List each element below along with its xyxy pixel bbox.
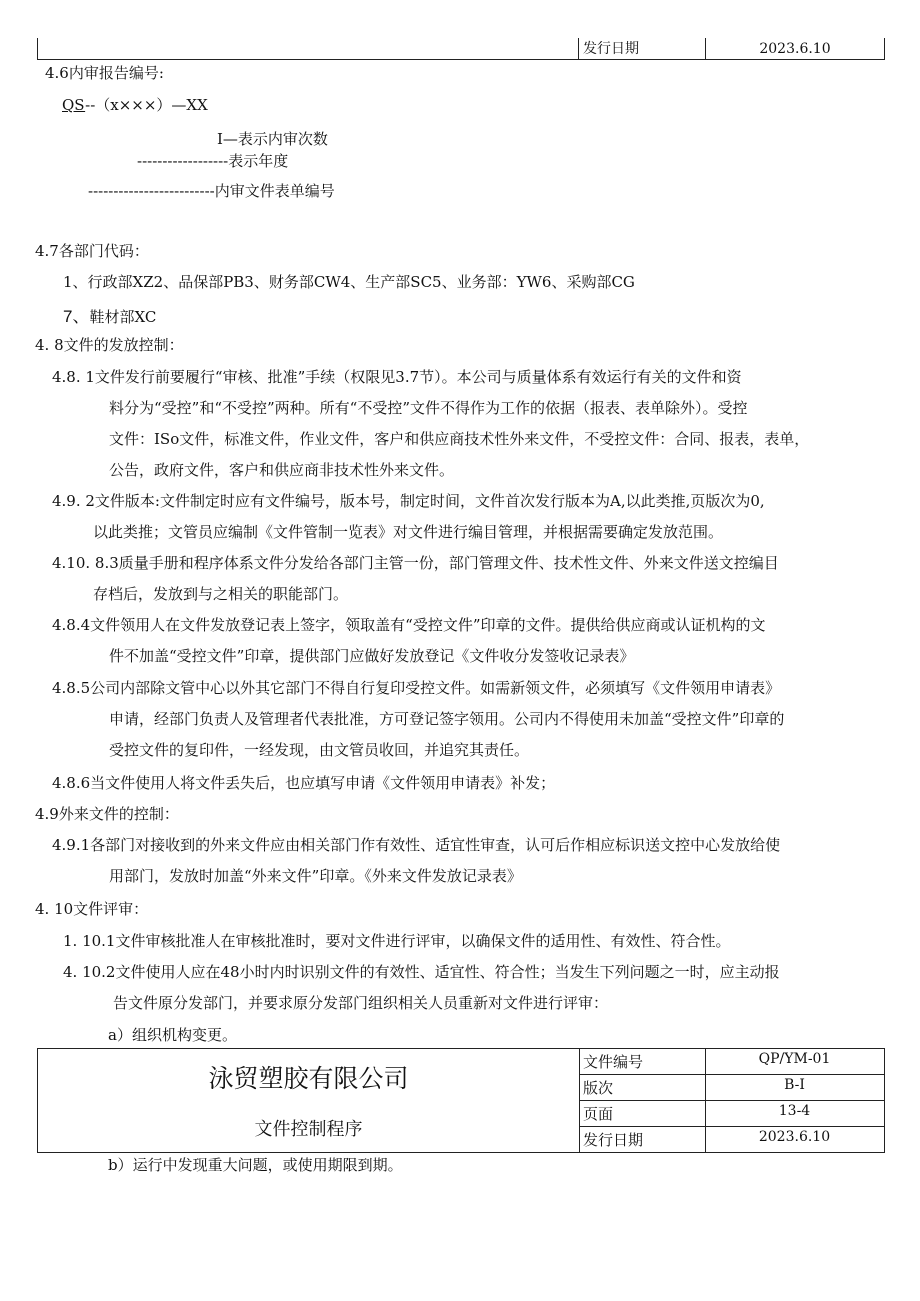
report-code-prefix: QS [62, 96, 86, 114]
paragraph-line: 受控文件的复印件，一经发现，由文管员收回，并追究其责任。 [109, 741, 530, 759]
header-row-label: 文件编号 [583, 1053, 644, 1071]
section-4-10-title: 4. 10文件评审： [35, 900, 149, 918]
paragraph-line: 申请，经部门负责人及管理者代表批准，方可登记签字领用。公司内不得使用未加盖“受控文件”印章的 [109, 710, 785, 728]
dept-codes-text: 鞋材部XC [89, 308, 157, 326]
header-row-doc-number [579, 1049, 884, 1074]
paragraph-line: 4.9.1各部门对接收到的外来文件应由相关部门作有效性、适宜性审查，认可后作相应标识送文控中心发放给使 [52, 836, 781, 854]
dept-codes-number: 7、 [63, 307, 90, 326]
header-row-value: 13-4 [778, 1103, 811, 1119]
paragraph-4-8-1 [52, 366, 810, 481]
paragraph-line: 4.10. 8.3质量手册和程序体系文件分发给各部门主管一份，部门管理文件、技术性文件、外来文件送文控编目 [52, 554, 779, 572]
header-row-value: B-I [784, 1077, 805, 1093]
header-row-label: 页面 [583, 1105, 614, 1123]
section-4-6-title: 4.6内审报告编号: [45, 64, 164, 82]
header-row-label: 发行日期 [583, 1131, 644, 1149]
paragraph-4-9-1 [52, 834, 780, 887]
document-header-table [37, 1048, 885, 1153]
cell-divider [578, 38, 579, 59]
paragraph-4-8-4 [52, 614, 766, 667]
dept-codes-line-2 [63, 302, 156, 327]
paragraph-line: 4.8.5公司内部除文管中心以外其它部门不得自行复印受控文件。如需新领文件，必须填写《文件领用申请表》 [52, 679, 781, 697]
code-legend-form-number: -------------------------内审文件表单编号 [88, 182, 335, 200]
paragraph-4-9-2 [52, 490, 765, 543]
paragraph-line: 存档后，发放到与之相关的职能部门。 [93, 585, 349, 603]
issue-date-value: 2023.6.10 [759, 41, 831, 57]
paragraph-line: 用部门，发放时加盖“外来文件”印章。《外来文件发放记录表》 [109, 867, 522, 885]
issue-date-label: 发行日期 [583, 41, 639, 57]
list-item-a: a）组织机构变更。 [108, 1026, 237, 1044]
code-legend-audit-count: I—表示内审次数 [217, 130, 328, 148]
paragraph-10-1: 1. 10.1文件审核批准人在审核批准时，要对文件进行评审，以确保文件的适用性、有效性、符合性。 [63, 932, 731, 950]
paragraph-line: 料分为“受控”和“不受控”两种。所有“不受控”文件不得作为工作的依据（报表、表单除外）。受控 [109, 399, 748, 417]
paragraph-4-8-5 [52, 677, 785, 761]
report-code-rest: --（x×××）—XX [85, 96, 208, 114]
paragraph-line: 4.8. 1文件发行前要履行“审核、批准”手续（权限见3.7节）。本公司与质量体系有效运行有关的文件和资 [52, 368, 742, 386]
paragraph-line: 公告，政府文件，客户和供应商非技术性外来文件。 [109, 461, 455, 479]
section-4-8-title: 4. 8文件的发放控制： [35, 336, 184, 354]
paragraph-line: 文件：ISo文件，标准文件，作业文件，客户和供应商技术性外来文件，不受控文件：合同、报表，表单， [109, 430, 810, 448]
report-code [62, 94, 208, 115]
document-title: 文件控制程序 [254, 1119, 363, 1140]
section-4-9-title: 4.9外来文件的控制： [35, 805, 179, 823]
code-legend-year: ------------------表示年度 [137, 152, 289, 170]
top-header-fragment [37, 38, 885, 60]
paragraph-line: 告文件原分发部门，并要求原分发部门组织相关人员重新对文件进行评审： [113, 994, 609, 1012]
company-name: 泳贸塑胶有限公司 [208, 1064, 409, 1093]
paragraph-10-2 [63, 961, 780, 1014]
header-row-value: QP/YM-01 [758, 1051, 831, 1067]
paragraph-line: 件不加盖“受控文件”印章，提供部门应做好发放登记《文件收分发签收记录表》 [109, 647, 635, 665]
dept-codes-line-1: 1、行政部XZ2、品保部PB3、财务部CW4、生产部SC5、业务部：YW6、采购部CG [63, 273, 635, 291]
header-row-version [579, 1074, 884, 1100]
paragraph-line: 4.9. 2文件版本:文件制定时应有文件编号，版本号，制定时间，文件首次发行版本为A,以此类推,页版次为0, [52, 492, 765, 510]
paragraph-line: 4.8.4文件领用人在文件发放登记表上签字，领取盖有“受控文件”印章的文件。提供给供应商或认证机构的文 [52, 616, 766, 634]
section-4-7-title: 4.7各部门代码： [35, 242, 149, 260]
paragraph-line: 4. 10.2文件使用人应在48小时内时识别文件的有效性、适宜性、符合性；当发生下列问题之一时，应主动报 [63, 963, 780, 981]
list-item-b: b）运行中发现重大问题，或使用期限到期。 [108, 1156, 403, 1174]
paragraph-line: 以此类推；文管员应编制《文件管制一览表》对文件进行编目管理，并根据需要确定发放范围。 [93, 523, 724, 541]
paragraph-4-8-6: 4.8.6当文件使用人将文件丢失后，也应填写申请《文件领用申请表》补发； [52, 774, 556, 792]
paragraph-4-10-8-3 [52, 552, 779, 605]
header-row-value: 2023.6.10 [758, 1129, 831, 1145]
header-row-label: 版次 [583, 1079, 614, 1097]
header-row-issue-date [579, 1126, 884, 1152]
header-row-page [579, 1100, 884, 1126]
